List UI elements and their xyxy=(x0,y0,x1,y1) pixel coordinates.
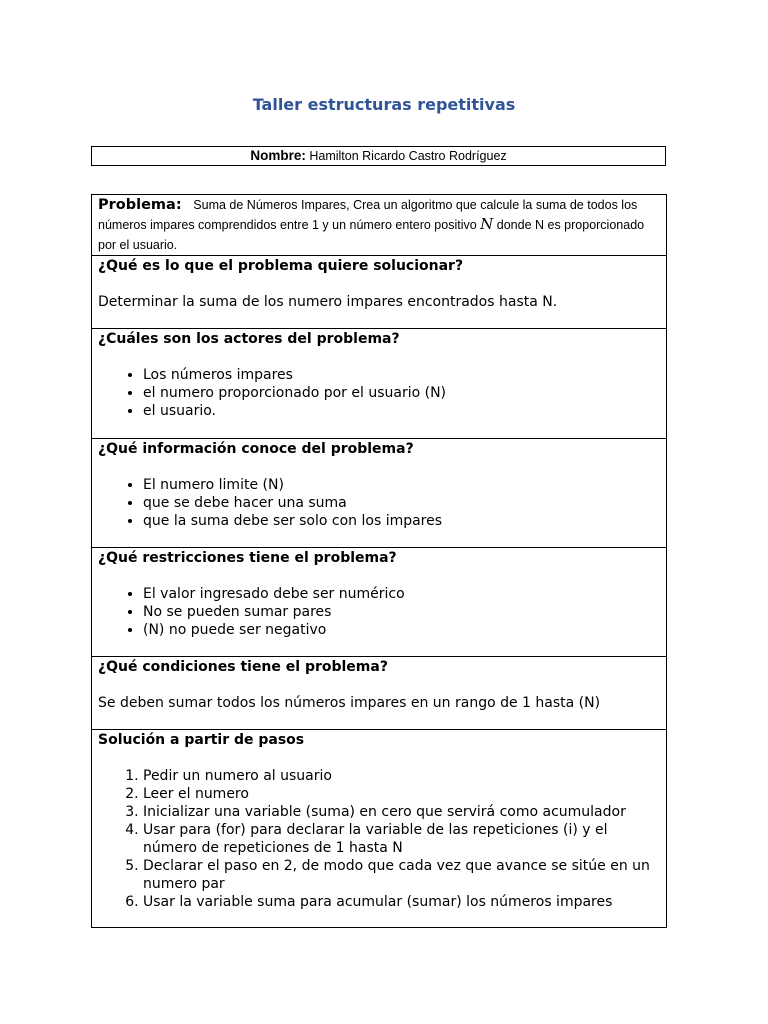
problem-text-after: donde N es proporcionado por el usuario. xyxy=(98,218,645,252)
section-solution-steps xyxy=(92,730,667,928)
list-item: • Los números impares xyxy=(143,366,660,384)
section-question: ¿Qué es lo que el problema quiere solucionar? xyxy=(98,258,464,274)
table-row xyxy=(92,439,667,548)
n-variable: N xyxy=(480,215,494,233)
list-item: • el numero proporcionado por el usuario (N) xyxy=(143,384,660,402)
section-question: ¿Cuáles son los actores del problema? xyxy=(98,331,400,347)
section-restrictions xyxy=(92,548,667,657)
section-question: Solución a partir de pasos xyxy=(98,732,305,748)
section-actors xyxy=(92,329,667,439)
list-item: • No se pueden sumar pares xyxy=(143,603,660,621)
list-item: • el usuario. xyxy=(143,402,660,420)
section-conditions xyxy=(92,657,667,730)
table-row xyxy=(92,657,667,730)
section-goal xyxy=(92,256,667,329)
problem-label: Problema: xyxy=(98,197,182,213)
table-row xyxy=(92,548,667,657)
list-item: 2. Leer el numero xyxy=(143,785,660,803)
list-item: 6. Usar la variable suma para acumular (sumar) los números impares xyxy=(143,893,660,911)
section-question: ¿Qué información conoce del problema? xyxy=(98,441,414,457)
list-item: • El valor ingresado debe ser numérico xyxy=(143,585,660,603)
list-item: 3. Inicializar una variable (suma) en cero que servirá como acumulador xyxy=(143,803,660,821)
name-box xyxy=(91,146,666,166)
name-label: Nombre: xyxy=(250,148,306,163)
bullet-list xyxy=(98,366,660,420)
list-item: • (N) no puede ser negativo xyxy=(143,621,660,639)
section-known-info xyxy=(92,439,667,548)
problem-table xyxy=(91,194,667,928)
section-answer: Determinar la suma de los numero impares encontrados hasta N. xyxy=(98,294,558,310)
list-item: • que la suma debe ser solo con los impares xyxy=(143,512,660,530)
section-answer: Se deben sumar todos los números impares en un rango de 1 hasta (N) xyxy=(98,695,601,711)
section-question: ¿Qué condiciones tiene el problema? xyxy=(98,659,388,675)
table-row xyxy=(92,329,667,439)
numbered-list xyxy=(98,767,660,911)
table-row xyxy=(92,730,667,928)
table-row xyxy=(92,195,667,256)
bullet-list xyxy=(98,585,660,639)
list-item: • que se debe hacer una suma xyxy=(143,494,660,512)
table-row xyxy=(92,256,667,329)
name-value: Hamilton Ricardo Castro Rodríguez xyxy=(309,149,507,163)
document-title: Taller estructuras repetitivas xyxy=(252,95,516,114)
section-question: ¿Qué restricciones tiene el problema? xyxy=(98,550,397,566)
list-item: 1. Pedir un numero al usuario xyxy=(143,767,660,785)
bullet-list xyxy=(98,476,660,530)
list-item: 4. Usar para (for) para declarar la variable de las repeticiones (i) y el número de repeticiones de 1 hasta N xyxy=(143,821,660,857)
problem-text-before: Suma de Números Impares, Crea un algoritmo que calcule la suma de todos los números impares comprendidos entre 1 y un número entero positivo xyxy=(98,198,638,232)
problem-cell xyxy=(92,195,667,256)
list-item: 5. Declarar el paso en 2, de modo que cada vez que avance se sitúe en un numero par xyxy=(143,857,660,893)
list-item: • El numero limite (N) xyxy=(143,476,660,494)
